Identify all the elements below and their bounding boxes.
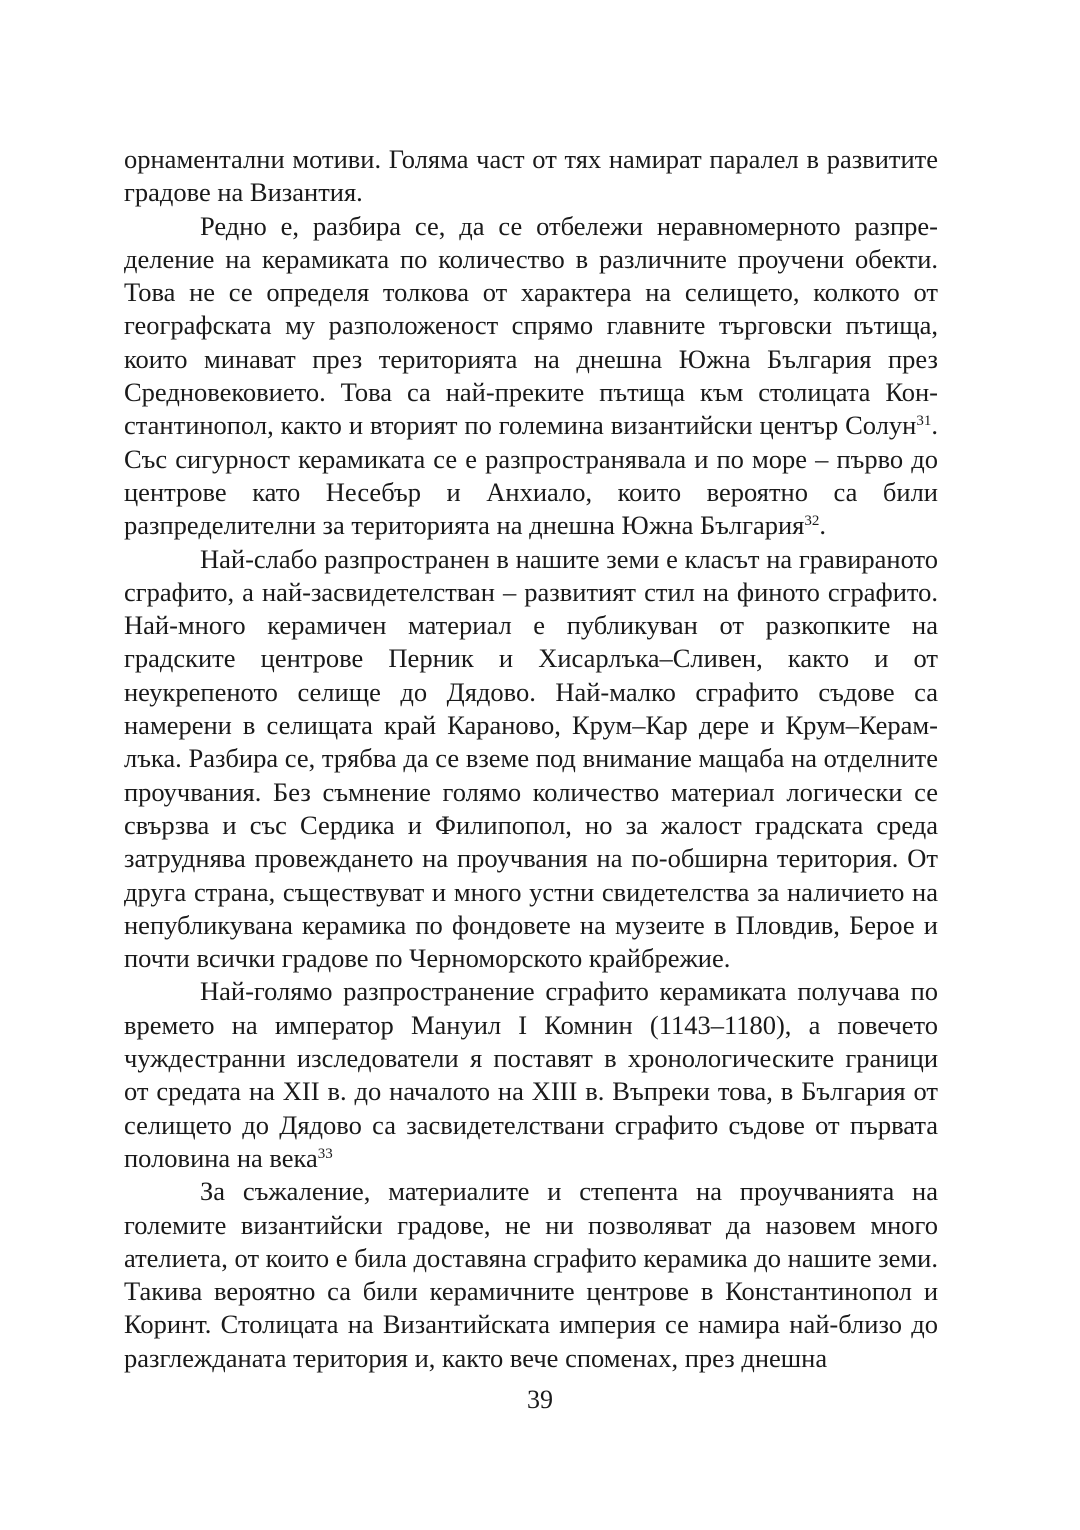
- paragraph-text: . Със сигурност керамиката се е разпространявала и по море – първо до центрове като Несебър и Анхиало, които вероятно са били разпределителни за територията на днешна Южна България: [124, 410, 938, 541]
- paragraph: [124, 543, 938, 976]
- paragraph-text: За съжаление, материалите и степента на проучванията на големите византийски градове, не ни позволяват да назовем много ателиета, от които е била доставяна сграфито керамика до нашите земи. Такива вероятно са били керамичните центрове в Константинопол и Коринт. Столицата на Византийската империя се намира най-близо до разглежданата територия и, както вече споменах, през днешна: [124, 1176, 938, 1373]
- paragraph: [124, 210, 938, 543]
- paragraph: [124, 975, 938, 1175]
- paragraph-text: Най-слабо разпространен в нашите земи е класът на гравираното сграфито, а най-засвидетелстван – развитият стил на финото сграфито. Най-много керамичен материал е публикуван от разкопките на градските центрове Перник и Хисарлъка–Сливен, както и от неукрепеното селище до Дядово. Най-малко сграфито съдове са намерени в селищата край Караново, Крум–Кар дере и Крум–Керамлъка. Разбира се, трябва да се вземе под внимание мащаба на отделните проучвания. Без съмнение голямо количество материал логически се свързва и със Сердика и Филипопол, но за жалост градската среда затруднява провеждането на проучвания на по-обширна територия. От друга страна, съществуват и много устни свидетелства за наличието на непубликувана керамика по фондовете на музеите в Пловдив, Берое и почти всички градове по Черноморското крайбрежие.: [124, 543, 938, 974]
- paragraph-text: Най-голямо разпространение сграфито керамиката получава по времето на император Мануил I Комнин (1143–1180), а повечето чуждестранни изследователи я поставят в хронологическите граници от средата на XII в. до началото на XIII в. Въпреки това, в България от селището до Дядово са засвидетелствани сграфито съдове от първата половина на века: [124, 976, 938, 1173]
- paragraph-text: Редно е, разбира се, да се отбележи неравномерното разпределение на керамиката по количество в различните проучени обекти. Това не се определя толкова от характера на селището, колкото от географската му разположеност спрямо главните търговски пътища, които минават през територията на днешна Южна България през Средновековието. Това са най-преките пътища към столицата Константинопол, както и вторият по големина византийски център Солун: [124, 210, 938, 441]
- page-number: 39: [527, 1385, 553, 1414]
- footnote-ref: 32: [804, 513, 820, 530]
- paragraph-text: .: [819, 510, 826, 541]
- footnote-ref: 31: [916, 413, 932, 430]
- paragraph: [124, 1175, 938, 1375]
- paragraph-text: орнаментални мотиви. Голяма част от тях намират паралел в развитите градове на Византия.: [124, 144, 938, 208]
- paragraph: [124, 143, 938, 210]
- body-text: [124, 143, 938, 1375]
- footnote-ref: 33: [317, 1145, 333, 1162]
